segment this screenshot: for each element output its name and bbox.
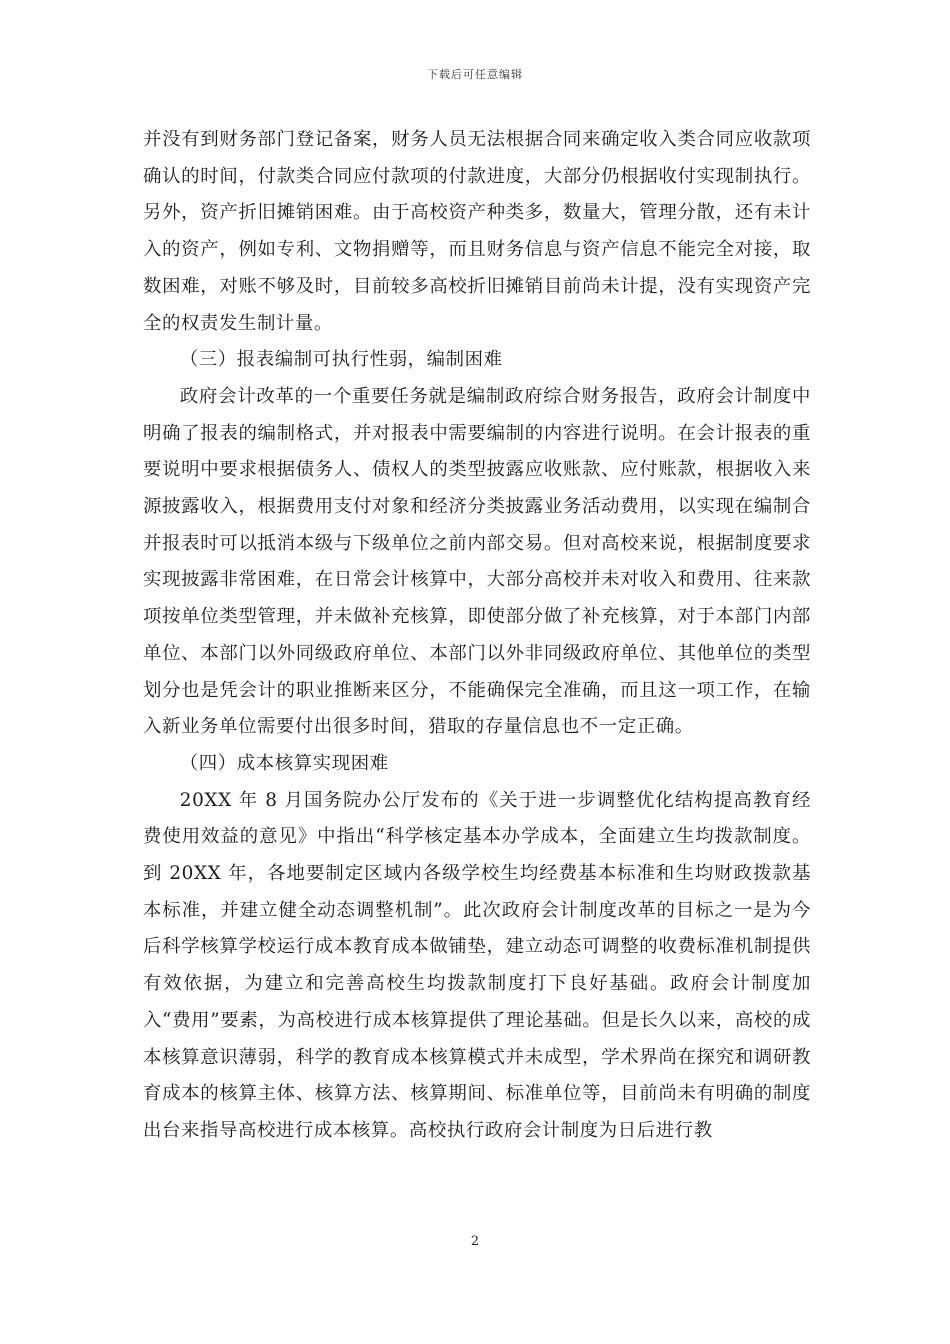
paragraph-reporting: 政府会计改革的一个重要任务就是编制政府综合财务报告，政府会计制度中明确了报表的编制格式，并对报表中需要编制的内容进行说明。在会计报表的重要说明中要求根据债务人、债权人的类型披露应收账款、应付账款，根据收入来源披露收入，根据费用支付对象和经济分类披露业务活动费用，以实现在编制合并报表时可以抵消本级与下级单位之前内部交易。但对高校来说，根据制度要求实现披露非常困难，在日常会计核算中，大部分高校并未对收入和费用、往来款项按单位类型管理，并未做补充核算，即使部分做了补充核算，对于本部门内部单位、本部门以外同级政府单位、本部门以外非同级政府单位、其他单位的类型划分也是凭会计的职业推断来区分，不能确保完全准确，而且这一项工作，在输入新业务单位需要付出很多时间，猎取的存量信息也不一定正确。 — [143, 385, 811, 738]
paragraph-continued: 并没有到财务部门登记备案，财务人员无法根据合同来确定收入类合同应收款项确认的时间，付款类合同应付款项的付款进度，大部分仍根据收付实现制执行。另外，资产折旧摊销困难。由于高校资产种类多，数量大，管理分散，还有未计入的资产，例如专利、文物捐赠等，而且财务信息与资产信息不能完全对接，取数困难，对账不够及时，目前较多高校折旧摊销目前尚未计提，没有实现资产完全的权责发生制计量。 — [143, 129, 811, 334]
document-body — [143, 122, 811, 1150]
section-heading-3: （三）报表编制可执行性弱，编制困难 — [179, 349, 503, 371]
section-heading-4: （四）成本核算实现困难 — [179, 752, 389, 774]
page-header: 下载后可任意编辑 — [427, 68, 523, 81]
page-number: 2 — [470, 1234, 480, 1249]
paragraph-cost-accounting: 20XX 年 8 月国务院办公厅发布的《关于进一步调整优化结构提高教育经费使用效益的意见》中指出“科学核定基本办学成本，全面建立生均拨款制度。到 20XX 年，各地要制定区域内各级学校生均经费基本标准和生均财政拨款基本标准，并建立健全动态调整机制”。此次政府会计制度改革的目标之一是为今后科学核算学校运行成本教育成本做铺垫，建立动态可调整的收费标准机制提供有效依据，为建立和完善高校生均拨款制度打下良好基础。政府会计制度加入“费用”要素，为高校进行成本核算提供了理论基础。但是长久以来，高校的成本核算意识薄弱，科学的教育成本核算模式并未成型，学术界尚在探究和调研教育成本的核算主体、核算方法、核算期间、标准单位等，目前尚未有明确的制度出台来指导高校进行成本核算。高校执行政府会计制度为日后进行教 — [143, 789, 811, 1141]
